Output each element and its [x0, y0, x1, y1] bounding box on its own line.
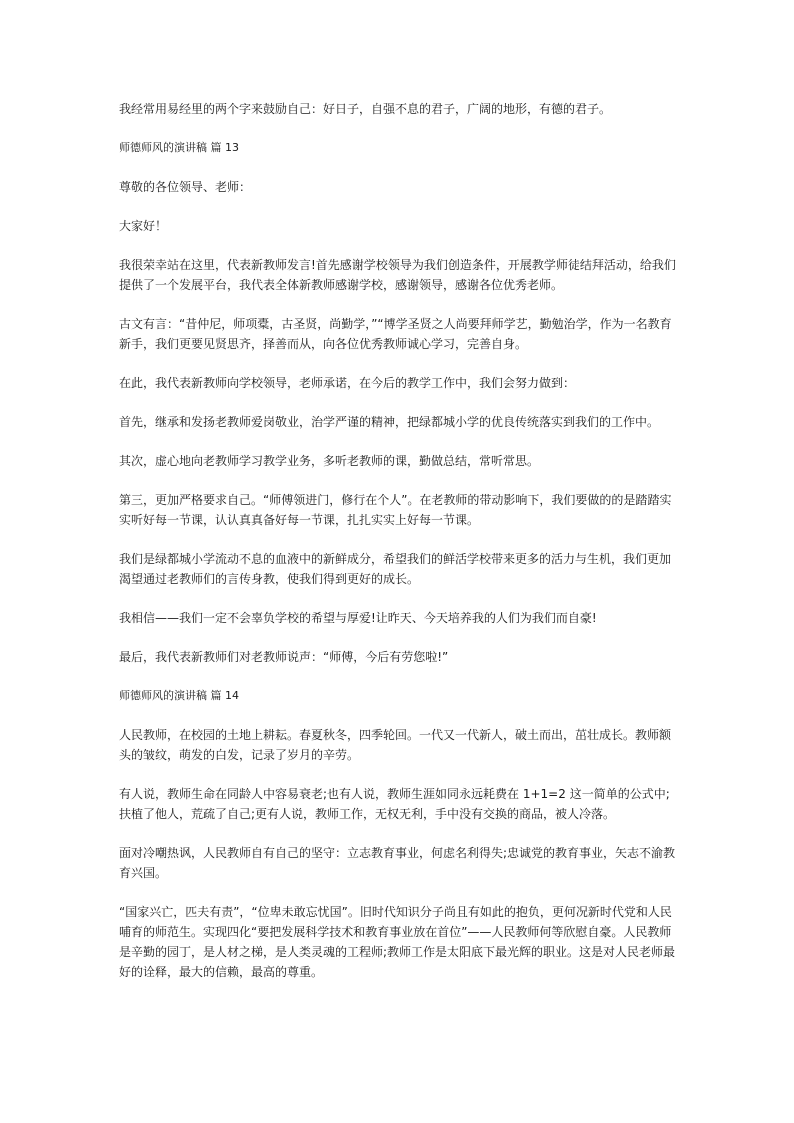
- paragraph-national-duty: “国家兴亡，匹夫有责”，“位卑未敢忘忧国”。旧时代知识分子尚且有如此的抱负，更何况新时代党和人民哺育的师范生。实现四化“要把发展科学技术和教育事业放在首位”——人民教师何等欣慰自豪。人民教师是辛勤的园丁，是人材之梯，是人类灵魂的工程师;教师工作是太阳底下最光辉的职业。这是对人民老师最好的诠释，最大的信赖，最高的尊重。: [119, 905, 676, 979]
- paragraph-third: 第三，更加严格要求自己。“师傅领进门，修行在个人”。在老教师的带动影响下，我们要做的的是踏踏实实听好每一节课，认认真真备好每一节课，扎扎实实上好每一节课。: [119, 493, 672, 527]
- paragraph-first: 首先，继承和发扬老教师爱岗敬业，治学严谨的精神，把绿都城小学的优良传统落实到我们的工作中。: [119, 415, 660, 429]
- salutation: 尊敬的各位领导、老师：: [119, 180, 252, 194]
- paragraph-facing-ridicule: 面对冷嘲热讽，人民教师自有自己的坚守：立志教育事业，何虑名利得失;忠诚党的教育事业，矢志不渝教育兴国。: [119, 846, 676, 880]
- paragraph-ancient-saying: 古文有言：“昔仲尼，师项橐，古圣贤，尚勤学，”“博学圣贤之人尚要拜师学艺，勤勉治学，作为一名教育新手，我们更要见贤思齐，择善而从，向各位优秀教师诚心学习，完善自身。: [119, 317, 672, 351]
- document-page: [119, 99, 679, 982]
- paragraph-belief: 我相信——我们一定不会辜负学校的希望与厚爱!让昨天、今天培养我的人们为我们而自豪!: [119, 611, 597, 625]
- section-heading-14: 师德师风的演讲稿 篇 14: [119, 689, 239, 702]
- paragraph-thanks: 我很荣幸站在这里，代表新教师发言!首先感谢学校领导为我们创造条件，开展教学师徒结拜活动，给我们提供了一个发展平台，我代表全体新教师感谢学校，感谢领导，感谢各位优秀老师。: [119, 258, 676, 292]
- paragraph-promise: 在此，我代表新教师向学校领导，老师承诺，在今后的教学工作中，我们会努力做到：: [119, 376, 576, 390]
- greeting: 大家好！: [119, 219, 168, 233]
- paragraph-second: 其次，虚心地向老教师学习教学业务，多听老教师的课，勤做总结，常听常思。: [119, 454, 540, 468]
- paragraph-some-say: 有人说，教师生命在同龄人中容易衰老;也有人说，教师生涯如同永远耗费在 1+1=2 这一简单的公式中;扶植了他人，荒疏了自己;更有人说，教师工作，无权无利，手中没有交换的商品，被人冷落。: [119, 787, 670, 821]
- paragraph-people-teacher: 人民教师，在校园的土地上耕耘。春夏秋冬，四季轮回。一代又一代新人，破土而出，茁壮成长。教师额头的皱纹，萌发的白发，记录了岁月的辛劳。: [119, 728, 672, 762]
- paragraph-finally: 最后，我代表新教师们对老教师说声：“师傅，今后有劳您啦!”: [119, 650, 449, 664]
- intro-paragraph: 我经常用易经里的两个字来鼓励自己：好日子，自强不息的君子，广阔的地形，有德的君子。: [119, 102, 612, 116]
- paragraph-new-blood: 我们是绿都城小学流动不息的血液中的新鲜成分，希望我们的鲜活学校带来更多的活力与生机，我们更加渴望通过老教师们的言传身教，使我们得到更好的成长。: [119, 552, 672, 586]
- section-heading-13: 师德师风的演讲稿 篇 13: [119, 141, 239, 154]
